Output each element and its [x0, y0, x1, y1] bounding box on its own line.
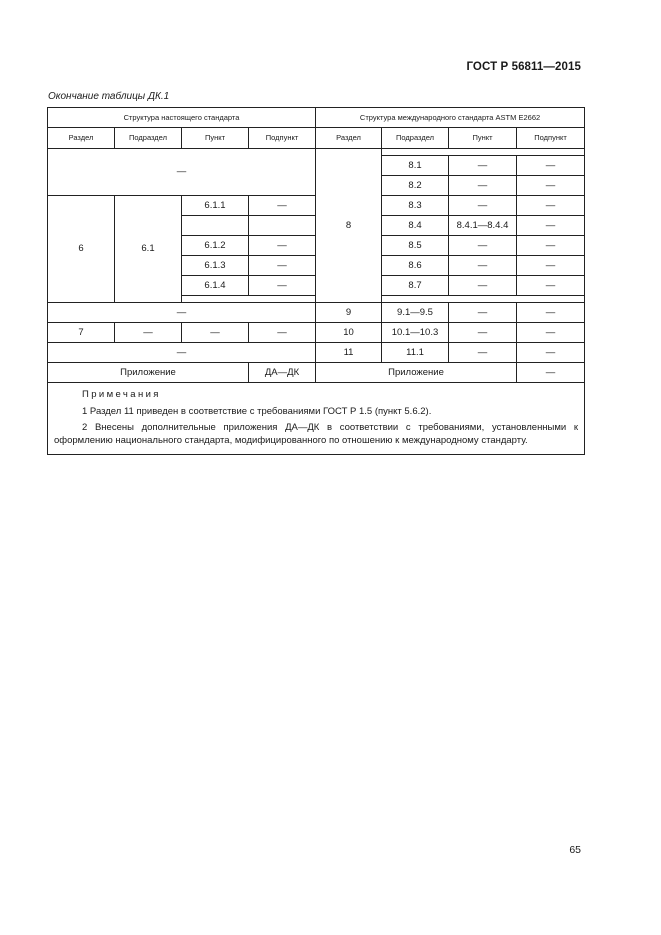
left-appendix-label: Приложение [48, 363, 249, 383]
document-standard-id: ГОСТ Р 56811—2015 [466, 61, 581, 73]
table-cell: 8.1 [382, 156, 449, 176]
table-cell: 7 [48, 323, 115, 343]
notes-title: Примечания [82, 389, 161, 400]
note-item: 2 Внесены дополнительные приложения ДА—ДК в соответствии с требованиями, установленными к оформлению национального стандарта, модифицированного по отношению к международному стандарту. [54, 422, 579, 446]
table-cell: — [517, 216, 585, 236]
right-appendix-subpoint: — [517, 363, 585, 383]
table-cell: — [449, 343, 517, 363]
column-header-right-point: Пункт [449, 128, 517, 149]
separator-cell [182, 296, 316, 303]
table-cell: 8.3 [382, 196, 449, 216]
table-cell: — [517, 343, 585, 363]
table-cell: — [449, 303, 517, 323]
table-cell: 8.7 [382, 276, 449, 296]
table-cell: 8.2 [382, 176, 449, 196]
column-header-right-subpoint: Подпункт [517, 128, 585, 149]
note-item: 1 Раздел 11 приведен в соответствие с требованиями ГОСТ Р 1.5 (пункт 5.6.2). [82, 406, 432, 417]
table-cell: — [517, 256, 585, 276]
table-cell: 11 [316, 343, 382, 363]
table-cell: — [449, 236, 517, 256]
table-cell: 8.4 [382, 216, 449, 236]
column-header-right-section: Раздел [316, 128, 382, 149]
table-cell: 8.6 [382, 256, 449, 276]
structure-comparison-table [47, 107, 585, 455]
table-caption: Окончание таблицы ДК.1 [48, 91, 170, 102]
column-header-left-section: Раздел [48, 128, 115, 149]
table-cell: — [517, 176, 585, 196]
table-cell: — [449, 176, 517, 196]
table-cell: — [517, 323, 585, 343]
left-section-6: 6 [48, 196, 115, 303]
table-cell: 11.1 [382, 343, 449, 363]
table-cell: — [449, 156, 517, 176]
left-empty-block: — [48, 149, 316, 196]
table-cell: 8.4.1—8.4.4 [449, 216, 517, 236]
table-cell: — [249, 256, 316, 276]
left-appendix-range: ДА—ДК [249, 363, 316, 383]
table-cell: — [517, 276, 585, 296]
column-header-left-point: Пункт [182, 128, 249, 149]
table-cell: — [449, 276, 517, 296]
group-header-international: Структура международного стандарта ASTM E2662 [316, 108, 585, 128]
table-cell: 6.1.2 [182, 236, 249, 256]
table-cell: — [517, 303, 585, 323]
table-cell: — [249, 323, 316, 343]
column-header-right-subsection: Подраздел [382, 128, 449, 149]
separator-cell [382, 296, 585, 303]
group-header-national: Структура настоящего стандарта [48, 108, 316, 128]
table-cell: — [115, 323, 182, 343]
table-cell: 10 [316, 323, 382, 343]
table-cell: 6.1.1 [182, 196, 249, 216]
notes-block [48, 383, 585, 455]
column-header-left-subsection: Подраздел [115, 128, 182, 149]
table-cell: — [449, 323, 517, 343]
separator-cell [382, 149, 585, 156]
right-section-8: 8 [316, 149, 382, 303]
page-number: 65 [569, 844, 581, 856]
table-cell: 6.1.4 [182, 276, 249, 296]
table-cell: — [449, 196, 517, 216]
table-cell-merged-dash: — [48, 303, 316, 323]
table-cell: — [517, 156, 585, 176]
table-cell: 10.1—10.3 [382, 323, 449, 343]
table-cell: — [517, 236, 585, 256]
table-cell: 9 [316, 303, 382, 323]
column-header-left-subpoint: Подпункт [249, 128, 316, 149]
table-cell: 6.1.3 [182, 256, 249, 276]
table-cell-merged-dash: — [48, 343, 316, 363]
right-appendix-label: Приложение [316, 363, 517, 383]
table-cell: 8.5 [382, 236, 449, 256]
table-cell-empty [182, 216, 249, 236]
table-cell: — [249, 196, 316, 216]
table-cell: — [249, 276, 316, 296]
table-cell-empty [249, 216, 316, 236]
table-cell: 9.1—9.5 [382, 303, 449, 323]
left-subsection-6-1: 6.1 [115, 196, 182, 303]
table-cell: — [449, 256, 517, 276]
table-cell: — [517, 196, 585, 216]
table-cell: — [182, 323, 249, 343]
table-cell: — [249, 236, 316, 256]
